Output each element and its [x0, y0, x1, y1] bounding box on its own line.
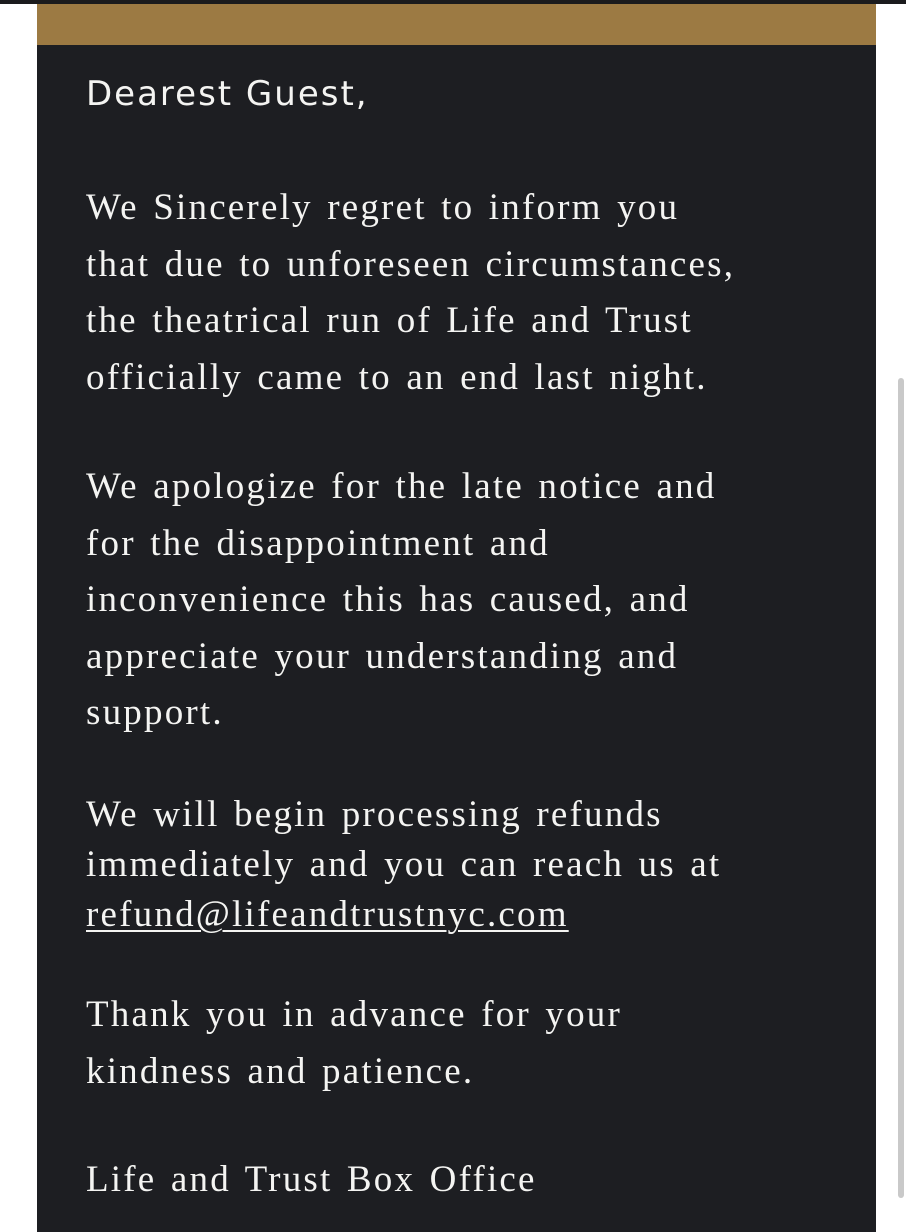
greeting: Dearest Guest,	[86, 74, 369, 114]
signature	[86, 1152, 856, 1209]
paragraph-line: Thank you in advance for your	[86, 994, 623, 1035]
paragraph-refunds	[86, 790, 856, 940]
paragraph-line: We apologize for the late notice and	[86, 466, 717, 507]
email-card	[37, 4, 876, 1232]
accent-header-bar	[37, 4, 876, 45]
paragraph-line: that due to unforeseen circumstances,	[86, 243, 736, 285]
paragraph-line: We Sincerely regret to inform you	[86, 187, 680, 228]
paragraph-line: kindness and patience.	[86, 1050, 475, 1092]
paragraph-announcement	[86, 180, 856, 406]
paragraph-line: the theatrical run of Life and Trust	[86, 300, 693, 341]
paragraph-line: immediately and you can reach us at	[86, 844, 722, 885]
paragraph-thanks	[86, 987, 856, 1100]
paragraph-line: inconvenience this has caused, and	[86, 579, 690, 620]
refund-email-link[interactable]: refund@lifeandtrustnyc.com	[86, 894, 569, 935]
paragraph-line: appreciate your understanding and	[86, 635, 679, 677]
signature-line: Life and Trust Box Office	[86, 1159, 537, 1200]
paragraph-apology	[86, 459, 856, 742]
paragraph-line: support.	[86, 692, 224, 733]
paragraph-line: officially came to an end last night.	[86, 356, 708, 398]
scrollbar-thumb[interactable]	[898, 378, 904, 1198]
paragraph-line	[86, 890, 856, 940]
paragraph-line: for the disappointment and	[86, 522, 550, 564]
paragraph-line: We will begin processing refunds	[86, 794, 663, 835]
